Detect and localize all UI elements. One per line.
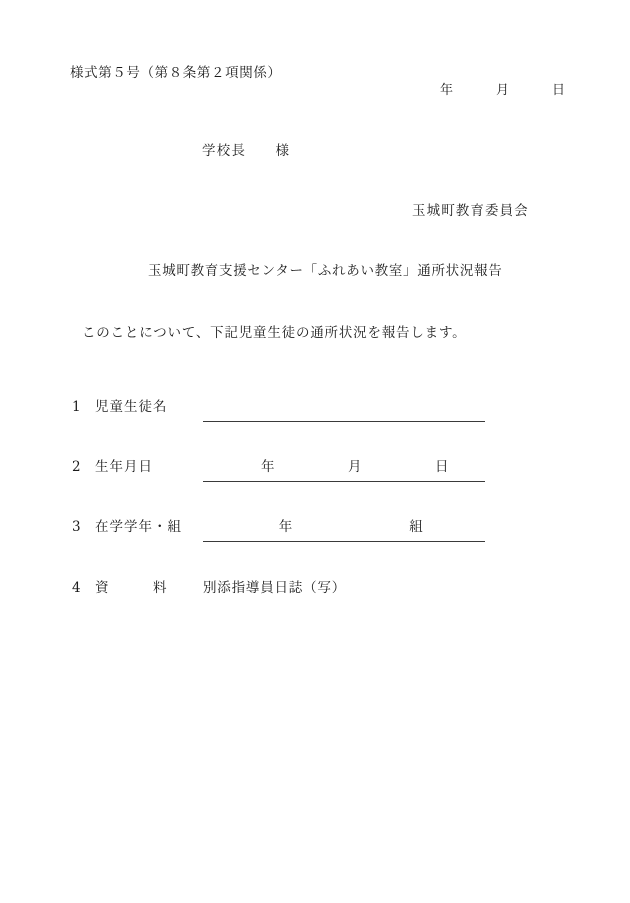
field-marks: 年 組 bbox=[220, 519, 468, 535]
form-item-4 bbox=[72, 581, 562, 611]
form-item-1 bbox=[72, 400, 562, 430]
item-label: 児童生徒名 bbox=[95, 399, 168, 415]
item-number: 1 bbox=[72, 399, 81, 415]
item-label: 生年月日 bbox=[95, 459, 153, 475]
item-number: 3 bbox=[72, 519, 81, 535]
item-label: 在学学年・組 bbox=[95, 519, 182, 535]
page-title: 玉城町教育支援センター「ふれあい教室」通所状況報告 bbox=[148, 263, 503, 279]
form-item-3 bbox=[72, 520, 562, 550]
form-item-2 bbox=[72, 460, 562, 490]
attachment-value: 別添指導員日誌（写） bbox=[203, 580, 346, 596]
form-number: 様式第５号（第８条第２項関係） bbox=[70, 65, 282, 81]
item-label: 資 料 bbox=[95, 580, 168, 596]
issuer: 玉城町教育委員会 bbox=[412, 203, 529, 219]
date-line: 年 月 日 bbox=[440, 83, 567, 98]
addressee: 学校長 様 bbox=[202, 143, 291, 159]
item-number: 4 bbox=[72, 580, 81, 596]
grade-class-field[interactable] bbox=[203, 520, 485, 542]
item-number: 2 bbox=[72, 459, 81, 475]
student-name-field[interactable] bbox=[203, 400, 485, 422]
birthdate-field[interactable] bbox=[203, 459, 493, 482]
body-text: このことについて、下記児童生徒の通所状況を報告します。 bbox=[82, 325, 467, 341]
field-marks bbox=[203, 400, 485, 421]
field-marks: 年 月 日 bbox=[203, 459, 493, 475]
